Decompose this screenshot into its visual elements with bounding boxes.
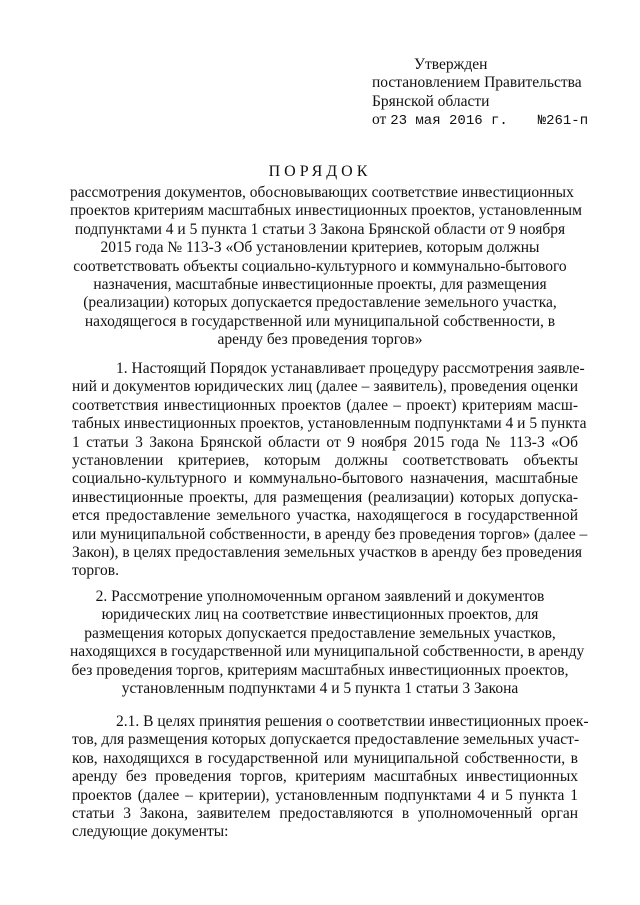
paragraph-line: или муниципальной собственности, в аренду без проведения торгов» (далее – — [72, 525, 588, 543]
section-heading-line: без проведения торгов, критериям масштабных инвестиционных проектов, — [71, 661, 569, 679]
subtitle-line: находящегося в государственной или муниципальной собственности, в — [84, 312, 556, 330]
paragraph-line: 2.1. В целях принятия решения о соответствии инвестиционных проек- — [116, 713, 589, 730]
approval-date-line — [372, 111, 634, 129]
subtitle-line: подпунктами 4 и 5 пункта 1 статьи 3 Закона Брянской области от 9 ноября — [74, 220, 566, 238]
document-subtitle — [70, 184, 582, 350]
paragraph-line: 1. Настоящий Порядок устанавливает процедуру рассмотрения заявле- — [116, 360, 585, 377]
subtitle-line: рассмотрения документов, обосновывающих соответствие инвестиционных — [70, 184, 574, 201]
paragraph-line: ется предоставление земельного участка, находящегося в государственной — [72, 507, 578, 525]
section-2-heading — [70, 588, 585, 698]
approval-line: Утвержден — [414, 56, 488, 73]
paragraph-line: торгов. — [72, 562, 119, 580]
subtitle-line: соответствовать объекты социально-культурного и коммунально-бытового — [73, 257, 567, 275]
section-heading-line: находящихся в государственной или муниципальной собственности, в аренду — [70, 643, 585, 661]
paragraph-line: статьи 3 Закона, заявителем предоставляются в уполномоченный орган — [72, 804, 578, 822]
subtitle-line: 2015 года № 113-З «Об установлении критериев, которым должны — [100, 239, 540, 257]
subtitle-line: (реализации) которых допускается предоставление земельного участка, — [83, 294, 557, 312]
paragraph-line: тов, для размещения которых допускается предоставление земельных участ- — [72, 731, 580, 749]
approval-number: №261-п — [537, 113, 589, 130]
paragraph-line: инвестиционные проекты, для размещения (реализации) которых допуска- — [72, 488, 578, 506]
paragraph-line: аренду без проведения торгов, критериям масштабных инвестиционных — [72, 768, 578, 786]
paragraph-2-1 — [72, 713, 589, 842]
paragraph-line: социально-культурного и коммунально-бытового назначения, масштабные — [72, 470, 578, 488]
paragraph-1 — [72, 360, 588, 581]
approval-stamp — [372, 56, 634, 130]
approval-date: 23 мая 2016 г. — [390, 113, 508, 130]
subtitle-line: аренду без проведения торгов» — [217, 331, 423, 349]
approval-line: Брянской области — [372, 92, 490, 110]
subtitle-line: назначения, масштабные инвестиционные проекты, для размещения — [93, 275, 547, 293]
paragraph-line: Закон), в целях предоставления земельных участков в аренду без проведения — [72, 543, 583, 561]
subtitle-line: проектов критериям масштабных инвестиционных проектов, установленным — [70, 202, 582, 220]
paragraph-line: следующие документы: — [72, 823, 229, 841]
paragraph-line: проектов (далее – критерии), установленным подпунктами 4 и 5 пункта 1 — [72, 786, 578, 804]
paragraph-line: ний и документов юридических лиц (далее – заявитель), проведения оценки — [72, 378, 578, 396]
paragraph-line: установлении критериев, которым должны соответствовать объекты — [72, 451, 578, 469]
approval-line: постановлением Правительства — [372, 74, 582, 92]
paragraph-line: соответствия инвестиционных проектов (далее – проект) критериям масш- — [72, 396, 578, 414]
section-heading-line: размещения которых допускается предоставление земельных участков, — [84, 624, 556, 642]
paragraph-line: 1 статьи 3 Закона Брянской области от 9 ноября 2015 года № 113-З «Об — [72, 433, 578, 451]
paragraph-line: табных инвестиционных проектов, установленным подпунктами 4 и 5 пункта — [72, 415, 587, 433]
approval-date-prefix: от — [372, 111, 387, 129]
paragraph-line: ков, находящихся в государственной или муниципальной собственности, в — [72, 749, 578, 767]
section-heading-line: установленным подпунктами 4 и 5 пункта 1 статьи 3 Закона — [121, 679, 519, 697]
document-title: ПОРЯДОК — [268, 163, 372, 180]
section-heading-line: юридических лиц на соответствие инвестиционных проектов, для — [101, 606, 539, 624]
section-heading-line: 2. Рассмотрение уполномоченным органом заявлений и документов — [95, 588, 545, 605]
